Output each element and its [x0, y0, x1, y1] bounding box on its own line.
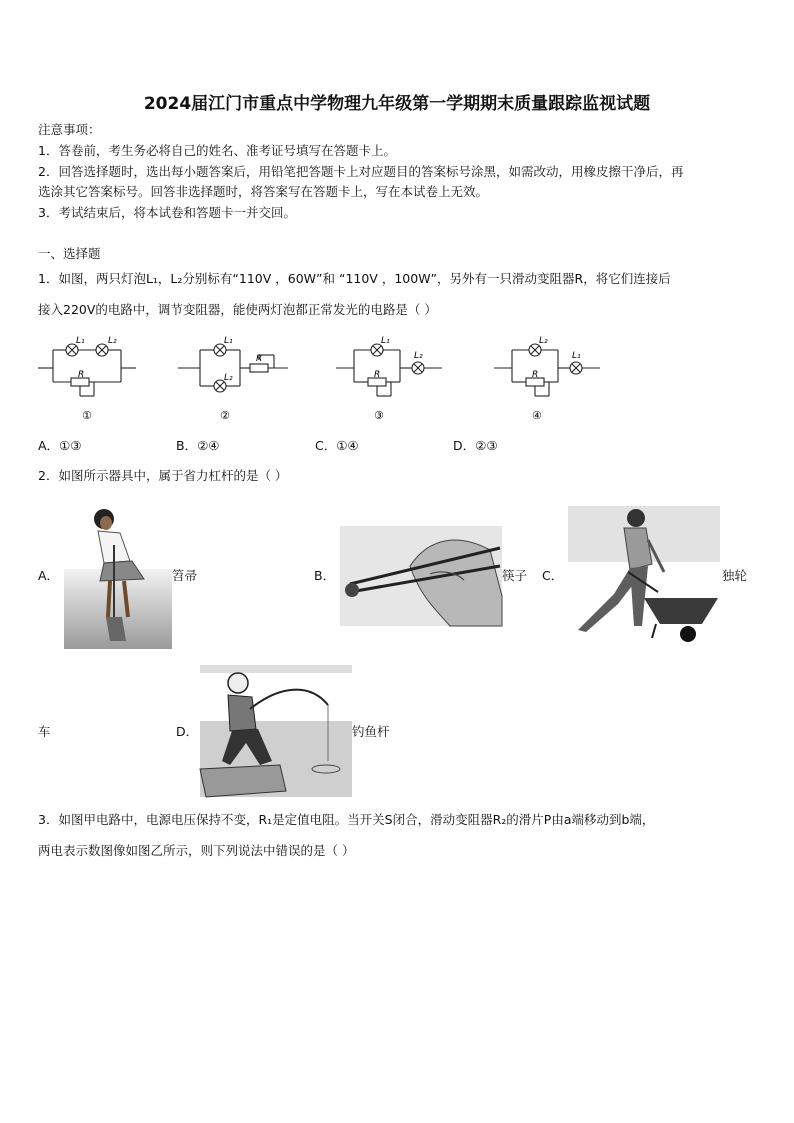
question-1-line: 接入220V的电路中，调节变阻器，能使两灯泡都正常发光的电路是（ ） — [38, 302, 437, 317]
circuit-diagram-1 — [38, 330, 148, 425]
q2-option-c-text: 独轮 — [722, 568, 748, 583]
q2-option-a-text: 笤帚 — [172, 568, 198, 583]
circuit-number: ③ — [374, 409, 384, 422]
lamp-label: L₂ — [108, 336, 117, 346]
circuit-diagram-4 — [494, 330, 624, 425]
notes-item: 3．考试结束后，将本试卷和答题卡一并交回。 — [38, 205, 296, 220]
notes-item: 1．答卷前，考生务必将自己的姓名、准考证号填写在答题卡上。 — [38, 143, 396, 158]
lamp-label: L₂ — [539, 336, 548, 346]
wheelbarrow-image — [568, 506, 720, 642]
rheostat-label: R — [374, 370, 381, 380]
notes-heading: 注意事项： — [38, 122, 101, 137]
question-2-stem: 2．如图所示器具中，属于省力杠杆的是（ ） — [38, 468, 288, 483]
q2-option-a-label[interactable]: A． — [38, 568, 60, 583]
question-3-line: 3．如图甲电路中，电源电压保持不变，R₁是定值电阻。当开关S闭合，滑动变阻器R₂的滑片P由a端移动到b端， — [38, 812, 655, 827]
rheostat-label: R — [532, 370, 539, 380]
q2-option-c-label[interactable]: C． — [542, 568, 564, 583]
option-c[interactable]: C．①④ — [315, 438, 359, 453]
circuit-diagram-3 — [336, 330, 466, 425]
option-d[interactable]: D．②③ — [453, 438, 498, 453]
q2-option-b-text: 筷子 — [502, 568, 528, 583]
lamp-label: L₁ — [76, 336, 85, 346]
lamp-label: L₁ — [381, 336, 390, 346]
circuit-number: ② — [220, 409, 230, 422]
q2-option-d-label[interactable]: D． — [176, 724, 199, 739]
circuit-diagram-2 — [178, 330, 298, 425]
section-heading: 一、选择题 — [38, 246, 101, 261]
chopsticks-image — [340, 526, 502, 626]
page-title: 2024届江门市重点中学物理九年级第一学期期末质量跟踪监视试题 — [143, 94, 651, 114]
lamp-label: L₁ — [572, 351, 581, 361]
notes-item: 2．回答选择题时，选出每小题答案后，用铅笔把答题卡上对应题目的答案标号涂黑，如需改动，用橡皮擦干净后，再 — [38, 164, 684, 179]
q2-option-c-text-cont: 车 — [38, 724, 51, 739]
question-1-line: 1．如图，两只灯泡L₁，L₂分别标有“110V ，60W”和 “110V ，100W”，另外有一只滑动变阻器R，将它们连接后 — [38, 271, 671, 286]
broom-girl-image — [64, 505, 172, 649]
lamp-label: L₂ — [414, 351, 423, 361]
circuit-number: ① — [82, 409, 92, 422]
lamp-label: L₁ — [224, 336, 233, 346]
option-b[interactable]: B．②④ — [176, 438, 220, 453]
q2-option-b-label[interactable]: B． — [314, 568, 336, 583]
notes-item: 选涂其它答案标号。回答非选择题时，将答案写在答题卡上，写在本试卷上无效。 — [38, 184, 489, 199]
option-a[interactable]: A．①③ — [38, 438, 82, 453]
q2-option-d-text: 钓鱼杆 — [352, 724, 390, 739]
question-3-line: 两电表示数图像如图乙所示，则下列说法中错误的是（ ） — [38, 843, 355, 858]
circuit-number: ④ — [532, 409, 542, 422]
rheostat-label: R — [256, 354, 263, 364]
fishing-rod-image — [200, 665, 352, 797]
rheostat-label: R — [78, 370, 85, 380]
lamp-label: L₂ — [224, 373, 233, 383]
